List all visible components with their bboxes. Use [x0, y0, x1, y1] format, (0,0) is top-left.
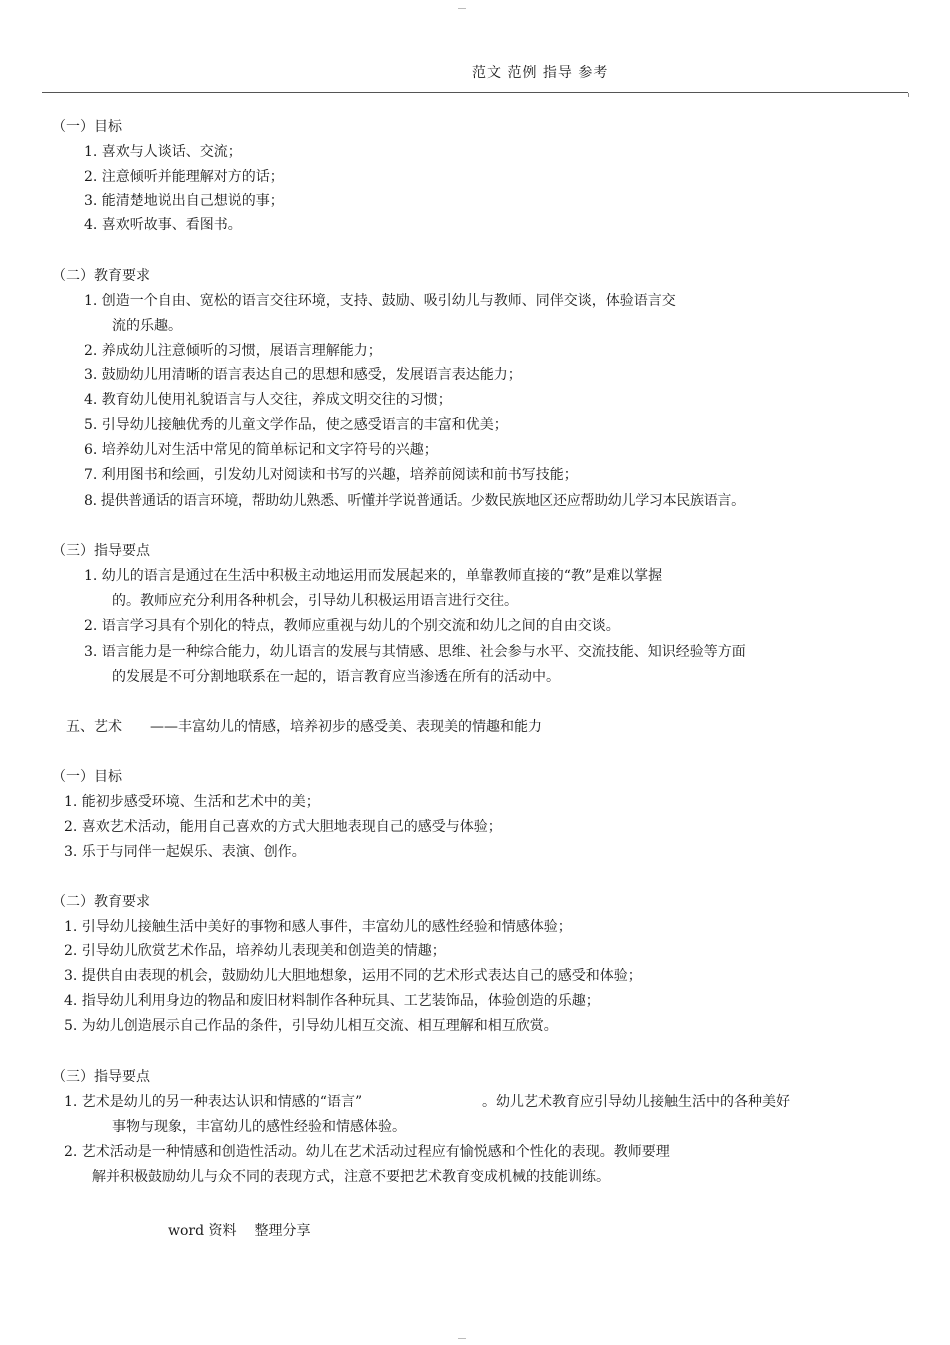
footer-word: word: [168, 1223, 205, 1239]
list-item: 1. 创造一个自由、宽松的语言交往环境，支持、鼓励、吸引幼儿与教师、同伴交谈，体验语言交: [84, 293, 676, 309]
section-heading: （二）教育要求: [52, 894, 150, 910]
list-item: 2. 艺术活动是一种情感和创造性活动。幼儿在艺术活动过程应有愉悦感和个性化的表现。教师要理: [64, 1144, 670, 1160]
list-item: 1. 能初步感受环境、生活和艺术中的美；: [64, 794, 320, 810]
header-corner-mark: [904, 93, 909, 97]
art-section-title: 五、艺术: [66, 719, 122, 735]
bottom-page-mark: [458, 1338, 466, 1339]
page-footer: [168, 1222, 311, 1240]
section-heading: （三）指导要点: [52, 543, 150, 559]
list-item: 1. 引导幼儿接触生活中美好的事物和感人事件，丰富幼儿的感性经验和情感体验；: [64, 919, 572, 935]
list-item: 3. 能清楚地说出自己想说的事；: [84, 193, 284, 209]
list-item: 2. 喜欢艺术活动，能用自己喜欢的方式大胆地表现自己的感受与体验；: [64, 819, 502, 835]
header-divider: [42, 92, 908, 93]
list-item: 3. 语言能力是一种综合能力，幼儿语言的发展与其情感、思维、社会参与水平、交流技能、知识经验等方面: [84, 644, 746, 660]
section-heading: （三）指导要点: [52, 1069, 150, 1085]
list-item: 5. 引导幼儿接触优秀的儿童文学作品，使之感受语言的丰富和优美；: [84, 417, 508, 433]
list-item-continuation: 的。教师应充分利用各种机会，引导幼儿积极运用语言进行交往。: [112, 593, 518, 609]
list-item-continuation: 事物与现象，丰富幼儿的感性经验和情感体验。: [112, 1119, 406, 1135]
page-header: 范文 范例 指导 参考: [472, 65, 609, 81]
art-section-subtitle: ——丰富幼儿的情感，培养初步的感受美、表现美的情趣和能力: [150, 719, 542, 735]
list-item: 6. 培养幼儿对生活中常见的简单标记和文字符号的兴趣；: [84, 442, 438, 458]
list-item: 2. 语言学习具有个别化的特点，教师应重视与幼儿的个别交流和幼儿之间的自由交谈。: [84, 618, 620, 634]
list-item: 4. 教育幼儿使用礼貌语言与人交往，养成文明交往的习惯；: [84, 392, 452, 408]
list-item: 1. 幼儿的语言是通过在生活中积极主动地运用而发展起来的，单靠教师直接的“教”是难以掌握: [84, 568, 663, 584]
footer-share: 整理分享: [254, 1223, 311, 1239]
list-item-tail: 。幼儿艺术教育应引导幼儿接触生活中的各种美好: [482, 1094, 790, 1110]
footer-resource: 资料: [208, 1223, 237, 1239]
list-item: 3. 鼓励幼儿用清晰的语言表达自己的思想和感受，发展语言表达能力；: [84, 367, 522, 383]
list-item: 4. 指导幼儿利用身边的物品和废旧材料制作各种玩具、工艺装饰品，体验创造的乐趣；: [64, 993, 600, 1009]
list-item: 1. 喜欢与人谈话、交流；: [84, 144, 242, 160]
list-item-continuation: 流的乐趣。: [112, 318, 182, 334]
list-item: 3. 提供自由表现的机会，鼓励幼儿大胆地想象，运用不同的艺术形式表达自己的感受和体验；: [64, 968, 642, 984]
list-item: 2. 引导幼儿欣赏艺术作品，培养幼儿表现美和创造美的情趣；: [64, 943, 446, 959]
top-page-mark: [458, 8, 466, 9]
list-item-continuation: 解并积极鼓励幼儿与众不同的表现方式，注意不要把艺术教育变成机械的技能训练。: [92, 1169, 610, 1185]
list-item: 8. 提供普通话的语言环境，帮助幼儿熟悉、听懂并学说普通话。少数民族地区还应帮助幼儿学习本民族语言。: [84, 493, 745, 509]
section-heading: （二）教育要求: [52, 268, 150, 284]
section-heading: （一）目标: [52, 119, 122, 135]
list-item: 2. 养成幼儿注意倾听的习惯，展语言理解能力；: [84, 343, 382, 359]
list-item: 1. 艺术是幼儿的另一种表达认识和情感的“语言”: [64, 1094, 363, 1110]
list-item: 4. 喜欢听故事、看图书。: [84, 217, 242, 233]
list-item-continuation: 的发展是不可分割地联系在一起的，语言教育应当渗透在所有的活动中。: [112, 669, 560, 685]
list-item: 5. 为幼儿创造展示自己作品的条件，引导幼儿相互交流、相互理解和相互欣赏。: [64, 1018, 558, 1034]
section-heading: （一）目标: [52, 769, 122, 785]
list-item: 2. 注意倾听并能理解对方的话；: [84, 169, 284, 185]
list-item: 3. 乐于与同伴一起娱乐、表演、创作。: [64, 844, 306, 860]
list-item: 7. 利用图书和绘画，引发幼儿对阅读和书写的兴趣，培养前阅读和前书写技能；: [84, 467, 578, 483]
